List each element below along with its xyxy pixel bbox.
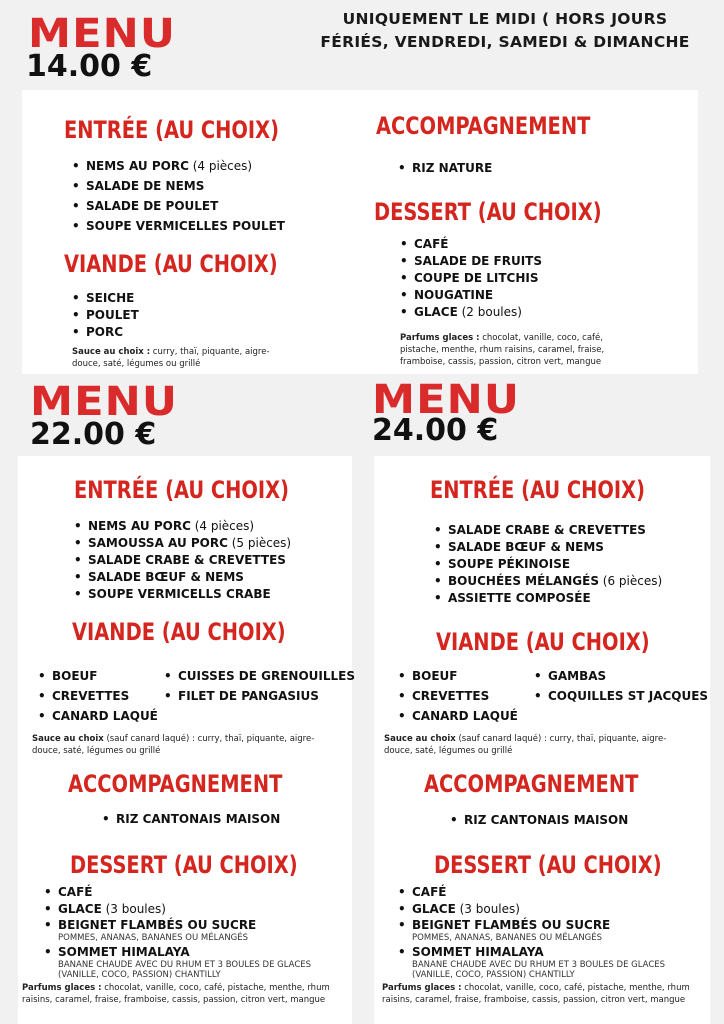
list-item: • COUPE DE LITCHIS	[398, 270, 542, 287]
menu-22-entree-title: ENTRÉE (AU CHOIX)	[74, 476, 290, 504]
menu-22-viande-col2	[162, 666, 355, 706]
list-item: • FILET DE PANGASIUS	[162, 686, 355, 706]
menu-22-viande-title: VIANDE (AU CHOIX)	[72, 618, 286, 646]
menu-24-sauce-note: Sauce au choix (sauf canard laqué) : curry, thaï, piquante, aigre-douce, saté, légumes ou grillé	[384, 734, 667, 756]
list-item: • RIZ NATURE	[396, 158, 492, 178]
list-item: • CAFÉ	[42, 884, 323, 901]
list-item: • COQUILLES ST JACQUES	[532, 686, 708, 706]
menu-14-sauce-note: Sauce au choix : curry, thaï, piquante, aigre-douce, saté, légumes ou grillé	[72, 347, 270, 369]
list-item: • CANARD LAQUÉ	[396, 706, 518, 726]
menu-14-accompagnement-list	[396, 158, 492, 178]
menu-22-accompagnement-list	[100, 809, 280, 829]
menu-24-parfums-note: Parfums glaces : chocolat, vanille, coco, café, pistache, menthe, rhum raisins, caramel, fraise, framboise, cassis, passion, citron vert, mangue	[382, 983, 690, 1005]
lunch-only-notice: UNIQUEMENT LE MIDI ( HORS JOURS FÉRIÉS, VENDREDI, SAMEDI & DIMANCHE	[320, 10, 690, 51]
list-item: • SOUPE PÉKINOISE	[432, 556, 662, 573]
menu-14-viande-list	[70, 290, 139, 341]
menu-22-entree-list	[72, 518, 291, 603]
list-item: • SOMMET HIMALAYA BANANE CHAUDE AVEC DU RHUM ET 3 BOULES DE GLACES (VANILLE, COCO, PASSION) CHANTILLY	[42, 945, 323, 980]
menu-24-price: 24.00 €	[372, 413, 499, 448]
menu-24-entree-list	[432, 522, 662, 607]
menu-22-parfums-note: Parfums glaces : chocolat, vanille, coco, café, pistache, menthe, rhum raisins, caramel, fraise, framboise, cassis, passion, citron vert, mangue	[22, 983, 330, 1005]
list-item: • SOUPE VERMICELLS CRABE	[72, 586, 291, 603]
menu-14-entree-title: ENTRÉE (AU CHOIX)	[64, 116, 280, 144]
menu-22-sauce-note: Sauce au choix (sauf canard laqué) : curry, thaï, piquante, aigre-douce, saté, légumes ou grillé	[32, 734, 315, 756]
list-item: • ASSIETTE COMPOSÉE	[432, 590, 662, 607]
list-item: • SOMMET HIMALAYA BANANE CHAUDE AVEC DU RHUM ET 3 BOULES DE GLACES (VANILLE, COCO, PASSION) CHANTILLY	[396, 945, 702, 980]
menu-22-price: 22.00 €	[30, 417, 157, 452]
menu-14-label: MENU	[28, 11, 177, 57]
list-item: • SALADE CRABE & CREVETTES	[72, 552, 291, 569]
menu-24-entree-title: ENTRÉE (AU CHOIX)	[430, 476, 646, 504]
list-item: • SALADE DE POULET	[70, 196, 285, 216]
list-item: • CREVETTES	[396, 686, 518, 706]
menu-24-label: MENU	[372, 377, 521, 423]
list-item: • GLACE (3 boules)	[42, 901, 323, 918]
list-item: • BEIGNET FLAMBÉS OU SUCRE POMMES, ANANAS, BANANES OU MÉLANGÉS	[42, 918, 323, 943]
list-item: • CAFÉ	[398, 236, 542, 253]
list-item: • BOEUF	[396, 666, 518, 686]
list-item: • POULET	[70, 307, 139, 324]
menu-24-accompagnement-title: ACCOMPAGNEMENT	[424, 770, 639, 798]
list-item: • SALADE DE NEMS	[70, 176, 285, 196]
menu-14-parfums-note: Parfums glaces : chocolat, vanille, coco, café, pistache, menthe, rhum raisins, caramel, fraise, framboise, cassis, passion, citron vert, mangue	[400, 333, 605, 367]
list-item: • NOUGATINE	[398, 287, 542, 304]
list-item: • GLACE (2 boules)	[398, 304, 542, 321]
menu-14-dessert-list	[398, 236, 542, 321]
menu-14-dessert-title: DESSERT (AU CHOIX)	[374, 198, 602, 226]
list-item: • SALADE CRABE & CREVETTES	[432, 522, 662, 539]
menu-14-price: 14.00 €	[26, 49, 153, 84]
list-item: • CANARD LAQUÉ	[36, 706, 158, 726]
menu-22-accompagnement-title: ACCOMPAGNEMENT	[68, 770, 283, 798]
list-item: • CUISSES DE GRENOUILLES	[162, 666, 355, 686]
menu-24-dessert-title: DESSERT (AU CHOIX)	[434, 851, 662, 879]
list-item: • CAFÉ	[396, 884, 702, 901]
menu-14-accompagnement-title: ACCOMPAGNEMENT	[376, 112, 591, 140]
list-item: • RIZ CANTONAIS MAISON	[448, 810, 628, 830]
list-item: • BOUCHÉES MÉLANGÉS (6 pièces)	[432, 573, 662, 590]
list-item: • GLACE (3 boules)	[396, 901, 702, 918]
list-item: • RIZ CANTONAIS MAISON	[100, 809, 280, 829]
menu-24-dessert-list	[396, 884, 702, 980]
menu-14-viande-title: VIANDE (AU CHOIX)	[64, 250, 278, 278]
list-item: • CREVETTES	[36, 686, 158, 706]
list-item: • BOEUF	[36, 666, 158, 686]
list-item: • SEICHE	[70, 290, 139, 307]
menu-24-viande-col1	[396, 666, 518, 726]
menu-22-viande-col1	[36, 666, 158, 726]
menu-24-accompagnement-list	[448, 810, 628, 830]
menu-22-dessert-title: DESSERT (AU CHOIX)	[70, 851, 298, 879]
list-item: • NEMS AU PORC (4 pièces)	[72, 518, 291, 535]
list-item: • SOUPE VERMICELLES POULET	[70, 216, 285, 236]
list-item: • SAMOUSSA AU PORC (5 pièces)	[72, 535, 291, 552]
menu-14-entree-list	[70, 156, 285, 236]
list-item: • NEMS AU PORC (4 pièces)	[70, 156, 285, 176]
list-item: • GAMBAS	[532, 666, 708, 686]
list-item: • SALADE BŒUF & NEMS	[432, 539, 662, 556]
list-item: • BEIGNET FLAMBÉS OU SUCRE POMMES, ANANAS, BANANES OU MÉLANGÉS	[396, 918, 702, 943]
menu-22-dessert-list	[42, 884, 323, 980]
menu-24-viande-col2	[532, 666, 708, 706]
menu-24-viande-title: VIANDE (AU CHOIX)	[436, 628, 650, 656]
menu-22-label: MENU	[30, 379, 179, 425]
list-item: • SALADE DE FRUITS	[398, 253, 542, 270]
list-item: • PORC	[70, 324, 139, 341]
list-item: • SALADE BŒUF & NEMS	[72, 569, 291, 586]
